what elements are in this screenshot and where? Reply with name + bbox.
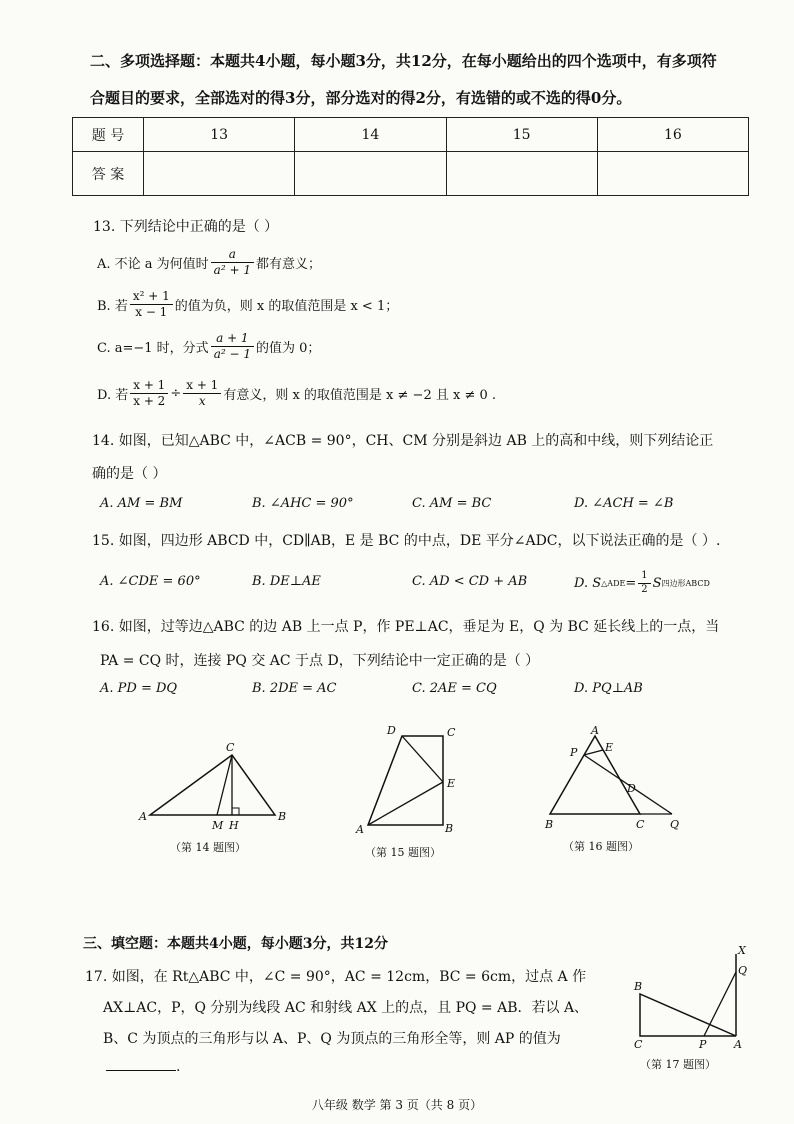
q13-option-d bbox=[97, 374, 496, 412]
section2-heading-line1: 二、多项选择题：本题共4小题，每小题3分，共12分，在每小题给出的四个选项中，有多项符 bbox=[90, 52, 717, 70]
q13-b-denominator: x − 1 bbox=[135, 304, 168, 319]
q14-stem-line2: 确的是（ ） bbox=[92, 466, 167, 482]
fig15-quadrilateral bbox=[368, 736, 443, 825]
q15-d-sub2: 四边形ABCD bbox=[661, 578, 710, 588]
answer-cell[interactable] bbox=[144, 152, 295, 196]
q14-stem-line1: 14. 如图，已知△ABC 中，∠ACB = 90°，CH、CM 分别是斜边 AB 上的高和中线，则下列结论正 bbox=[92, 433, 714, 449]
q13-stem: 13. 下列结论中正确的是（ ） bbox=[93, 219, 279, 235]
q13-c-post: 的值为 0； bbox=[255, 340, 321, 356]
q13-c-numerator: a + 1 bbox=[211, 331, 254, 347]
fig15-label-a: A bbox=[356, 823, 364, 836]
answer-cell[interactable] bbox=[446, 152, 597, 196]
q16-option-a: A. PD = DQ bbox=[100, 681, 178, 696]
q14-option-b: B. ∠AHC = 90° bbox=[252, 496, 354, 511]
fig15-segment-ae bbox=[368, 782, 443, 825]
q17-line2: AX⊥AC，P，Q 分别为线段 AC 和射线 AX 上的点，且 PQ = AB．若以 A、 bbox=[103, 1000, 589, 1016]
answer-table-number: 15 bbox=[446, 118, 597, 152]
q13-d-denominator2: x bbox=[198, 393, 206, 408]
fig16-label-e: E bbox=[605, 741, 614, 754]
q13-d-post: 有意义，则 x 的取值范围是 x ≠ −2 且 x ≠ 0 . bbox=[223, 387, 496, 403]
q13-a-numerator: a bbox=[211, 247, 254, 263]
q15-option-d bbox=[574, 566, 710, 600]
fig15-label-b: B bbox=[445, 822, 454, 835]
q13-c-pre: C. a=−1 时，分式 bbox=[97, 340, 209, 356]
q17-answer-line bbox=[106, 1058, 180, 1075]
fig16-label-q: Q bbox=[670, 818, 680, 831]
q17-line3: B、C 为顶点的三角形与以 A、P、Q 为顶点的三角形全等，则 AP 的值为 bbox=[103, 1031, 561, 1047]
fig17-label-a: A bbox=[734, 1038, 742, 1051]
q13-b-numerator: x² + 1 bbox=[130, 289, 173, 305]
q15-d-s: S bbox=[652, 575, 662, 591]
q14-option-d: D. ∠ACH = ∠B bbox=[574, 496, 674, 511]
q15-option-b: B. DE⊥AE bbox=[252, 574, 321, 589]
q13-option-b bbox=[97, 285, 398, 323]
q13-d-fraction2 bbox=[183, 378, 221, 409]
q13-b-post: 的值为负，则 x 的取值范围是 x < 1； bbox=[174, 298, 399, 314]
q15-d-eq: = bbox=[625, 575, 637, 591]
fig15-label-d: D bbox=[387, 724, 396, 737]
q15-stem: 15. 如图，四边形 ABCD 中，CD∥AB，E 是 BC 的中点，DE 平分∠ADC，以下说法正确的是（ ）. bbox=[92, 533, 721, 549]
fig14-label-h: H bbox=[229, 819, 239, 832]
fig14-label-m: M bbox=[212, 819, 224, 832]
answer-table-number: 16 bbox=[597, 118, 748, 152]
answer-cell[interactable] bbox=[597, 152, 748, 196]
fig17-label-b: B bbox=[634, 980, 643, 993]
fig16-label-b: B bbox=[545, 818, 554, 831]
q13-a-pre: A. 不论 a 为何值时 bbox=[97, 256, 209, 272]
fig16-label-d: D bbox=[627, 782, 636, 795]
fig14-caption: （第 14 题图） bbox=[170, 841, 246, 854]
fig14-label-a: A bbox=[139, 810, 147, 823]
fig17-label-c: C bbox=[634, 1038, 643, 1051]
fig14-label-b: B bbox=[278, 810, 287, 823]
fig15-segment-de bbox=[402, 736, 443, 782]
q17-answer-blank[interactable] bbox=[106, 1058, 176, 1071]
q15-d-fraction bbox=[638, 570, 650, 596]
fig17-caption: （第 17 题图） bbox=[640, 1058, 716, 1071]
fig15-caption: （第 15 题图） bbox=[365, 846, 441, 859]
fig14-right-angle-mark bbox=[232, 808, 239, 815]
q13-option-a bbox=[97, 244, 321, 280]
q15-d-numerator: 1 bbox=[638, 570, 650, 584]
q13-d-pre: D. 若 bbox=[97, 387, 129, 403]
fig17-label-p: P bbox=[699, 1038, 707, 1051]
answer-table bbox=[72, 117, 749, 196]
fig17-label-q: Q bbox=[738, 964, 748, 977]
q15-option-a: A. ∠CDE = 60° bbox=[100, 574, 201, 589]
q15-option-c: C. AD < CD + AB bbox=[412, 574, 528, 589]
q13-c-denominator: a² − 1 bbox=[213, 346, 251, 361]
fig14-label-c: C bbox=[226, 741, 235, 754]
fig17-segment-pq bbox=[704, 972, 736, 1036]
q13-d-numerator2: x + 1 bbox=[183, 378, 221, 394]
section2-heading-line2: 合题目的要求，全部选对的得3分，部分选对的得2分，有选错的或不选的得0分。 bbox=[90, 89, 632, 107]
figure-15 bbox=[350, 722, 470, 867]
fig15-label-c: C bbox=[447, 726, 456, 739]
fig16-caption: （第 16 题图） bbox=[563, 840, 639, 853]
q15-d-pre: D. S bbox=[574, 575, 602, 591]
q14-option-a: A. AM = BM bbox=[100, 496, 183, 511]
q17-line4-end: . bbox=[176, 1059, 181, 1075]
fig14-triangle bbox=[150, 755, 275, 815]
q13-a-fraction bbox=[211, 247, 254, 278]
q13-c-fraction bbox=[211, 331, 254, 362]
fig16-label-p: P bbox=[570, 746, 578, 759]
section3-heading: 三、填空题：本题共4小题，每小题3分，共12分 bbox=[83, 936, 388, 952]
answer-table-answer-label: 答 案 bbox=[73, 152, 144, 196]
q16-stem-line1: 16. 如图，过等边△ABC 的边 AB 上一点 P，作 PE⊥AC，垂足为 E，Q 为 BC 延长线上的一点，当 bbox=[92, 619, 720, 635]
q13-d-fraction1 bbox=[130, 378, 168, 409]
q13-b-fraction bbox=[130, 289, 173, 320]
q16-option-d: D. PQ⊥AB bbox=[574, 681, 643, 696]
figure-17 bbox=[628, 942, 758, 1077]
q13-d-numerator1: x + 1 bbox=[130, 378, 168, 394]
answer-table-number: 14 bbox=[295, 118, 446, 152]
q15-d-denominator: 2 bbox=[641, 583, 648, 595]
fig16-triangle-abc bbox=[550, 736, 640, 814]
answer-table-number: 13 bbox=[144, 118, 295, 152]
q13-d-op: ÷ bbox=[170, 385, 182, 401]
fig17-label-x: X bbox=[738, 944, 746, 957]
figure-16 bbox=[535, 722, 695, 862]
answer-cell[interactable] bbox=[295, 152, 446, 196]
q13-option-c bbox=[97, 327, 320, 365]
page-footer: 八年级 数学 第 3 页（共 8 页） bbox=[311, 1098, 483, 1112]
q13-b-pre: B. 若 bbox=[97, 298, 128, 314]
fig16-label-c: C bbox=[636, 818, 645, 831]
q14-option-c: C. AM = BC bbox=[412, 496, 492, 511]
q16-option-c: C. 2AE = CQ bbox=[412, 681, 497, 696]
figure-14 bbox=[130, 735, 300, 860]
q17-line1: 17. 如图，在 Rt△ABC 中，∠C = 90°，AC = 12cm，BC = 6cm，过点 A 作 bbox=[85, 969, 587, 985]
q16-stem-line2: PA = CQ 时，连接 PQ 交 AC 于点 D，下列结论中一定正确的是（ ） bbox=[100, 653, 540, 669]
fig15-label-e: E bbox=[447, 777, 456, 790]
fig16-label-a: A bbox=[591, 724, 599, 737]
q13-a-post: 都有意义； bbox=[255, 256, 321, 272]
q16-option-b: B. 2DE = AC bbox=[252, 681, 337, 696]
answer-table-header-label: 题 号 bbox=[73, 118, 144, 152]
q13-d-denominator1: x + 2 bbox=[133, 393, 166, 408]
q15-d-sub: △ADE bbox=[601, 578, 626, 588]
q13-a-denominator: a² + 1 bbox=[213, 262, 251, 277]
